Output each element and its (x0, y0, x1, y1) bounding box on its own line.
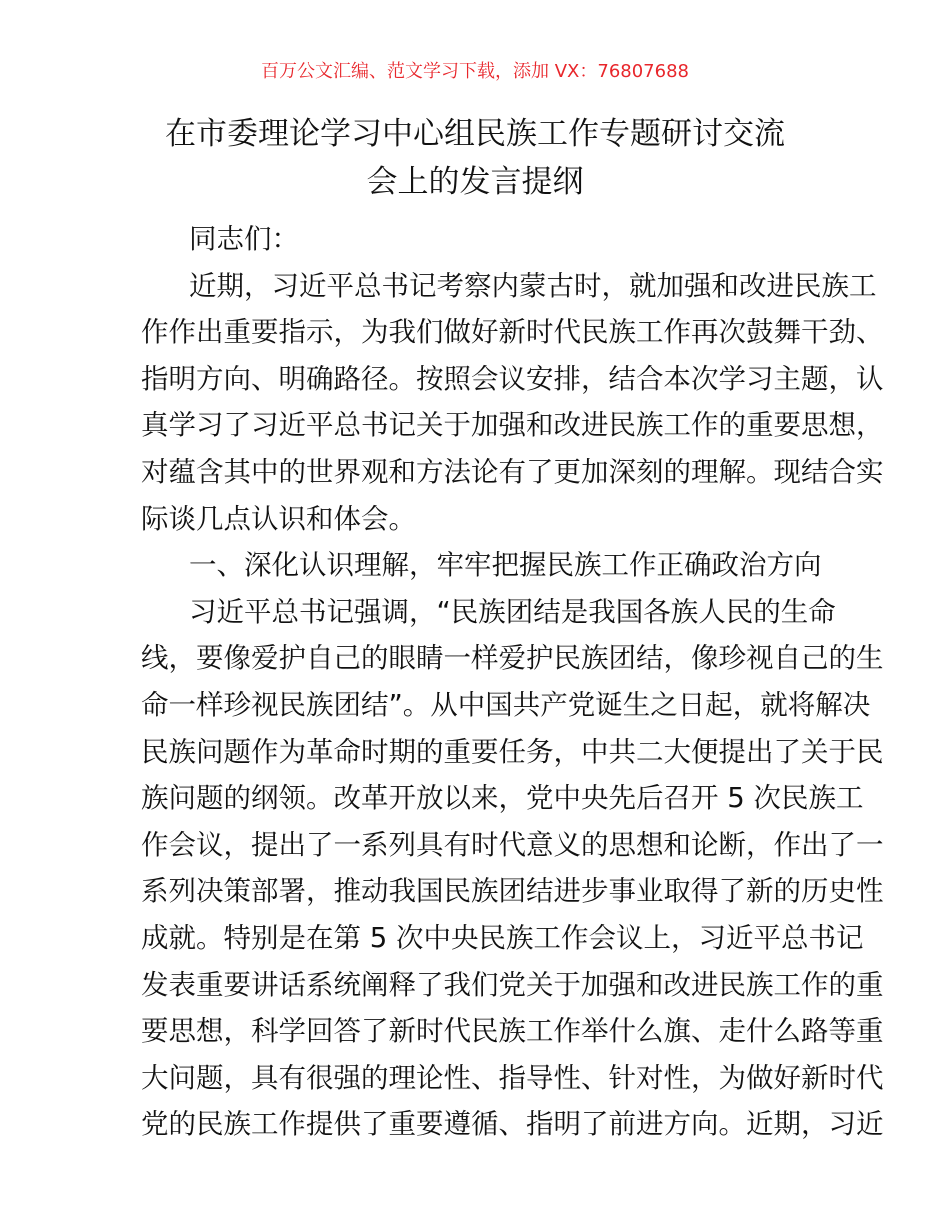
text-line: 要思想，科学回答了新时代民族工作举什么旗、走什么路等重 (141, 1015, 884, 1048)
watermark-banner: 百万公文汇编、范文学习下载，添加 VX：76807688 (261, 61, 689, 82)
section-heading-1 (141, 542, 822, 589)
title-line-1: 在市委理论学习中心组民族工作专题研讨交流 (165, 116, 785, 152)
text-line: 对蕴含其中的世界观和方法论有了更加深刻的理解。现结合实 (141, 455, 884, 488)
text-line: 习近平总书记强调，“民族团结是我国各族人民的生命 (189, 595, 836, 628)
text-line: 近期，习近平总书记考察内蒙古时，就加强和改进民族工 (189, 269, 877, 302)
paragraph-1 (141, 589, 884, 1148)
text-line: 成就。特别是在第 5 次中央民族工作会议上，习近平总书记 (141, 921, 864, 954)
text-line: 际谈几点认识和体会。 (141, 502, 416, 535)
text-line: 一、深化认识理解，牢牢把握民族工作正确政治方向 (189, 549, 822, 582)
text-line: 系列决策部署，推动我国民族团结进步事业取得了新的历史性 (141, 875, 884, 908)
text-line: 作会议，提出了一系列具有时代意义的思想和论断，作出了一 (141, 828, 884, 861)
text-line: 线，要像爱护自己的眼睛一样爱护民族团结，像珍视自己的生 (141, 642, 884, 675)
text-line: 党的民族工作提供了重要遵循、指明了前进方向。近期，习近 (141, 1108, 884, 1141)
text-line: 族问题的纲领。改革开放以来，党中央先后召开 5 次民族工 (141, 782, 864, 815)
salutation (141, 216, 810, 263)
title-line-2: 会上的发言提纲 (366, 164, 584, 200)
text-line: 大问题，具有很强的理论性、指导性、针对性，为做好新时代 (141, 1061, 884, 1094)
document-title (140, 110, 810, 206)
text-line: 发表重要讲话系统阐释了我们党关于加强和改进民族工作的重 (141, 968, 884, 1001)
text-line: 真学习了习近平总书记关于加强和改进民族工作的重要思想， (141, 409, 884, 442)
text-line: 同志们： (189, 223, 299, 255)
paragraph-intro (141, 263, 884, 543)
text-line: 民族问题作为革命时期的重要任务，中共二大便提出了关于民 (141, 735, 884, 768)
document-body (141, 216, 884, 1148)
text-line: 命一样珍视民族团结”。从中国共产党诞生之日起，就将解决 (141, 688, 871, 721)
text-line: 作作出重要指示，为我们做好新时代民族工作再次鼓舞干劲、 (141, 316, 884, 349)
text-line: 指明方向、明确路径。按照会议安排，结合本次学习主题，认 (141, 362, 884, 395)
